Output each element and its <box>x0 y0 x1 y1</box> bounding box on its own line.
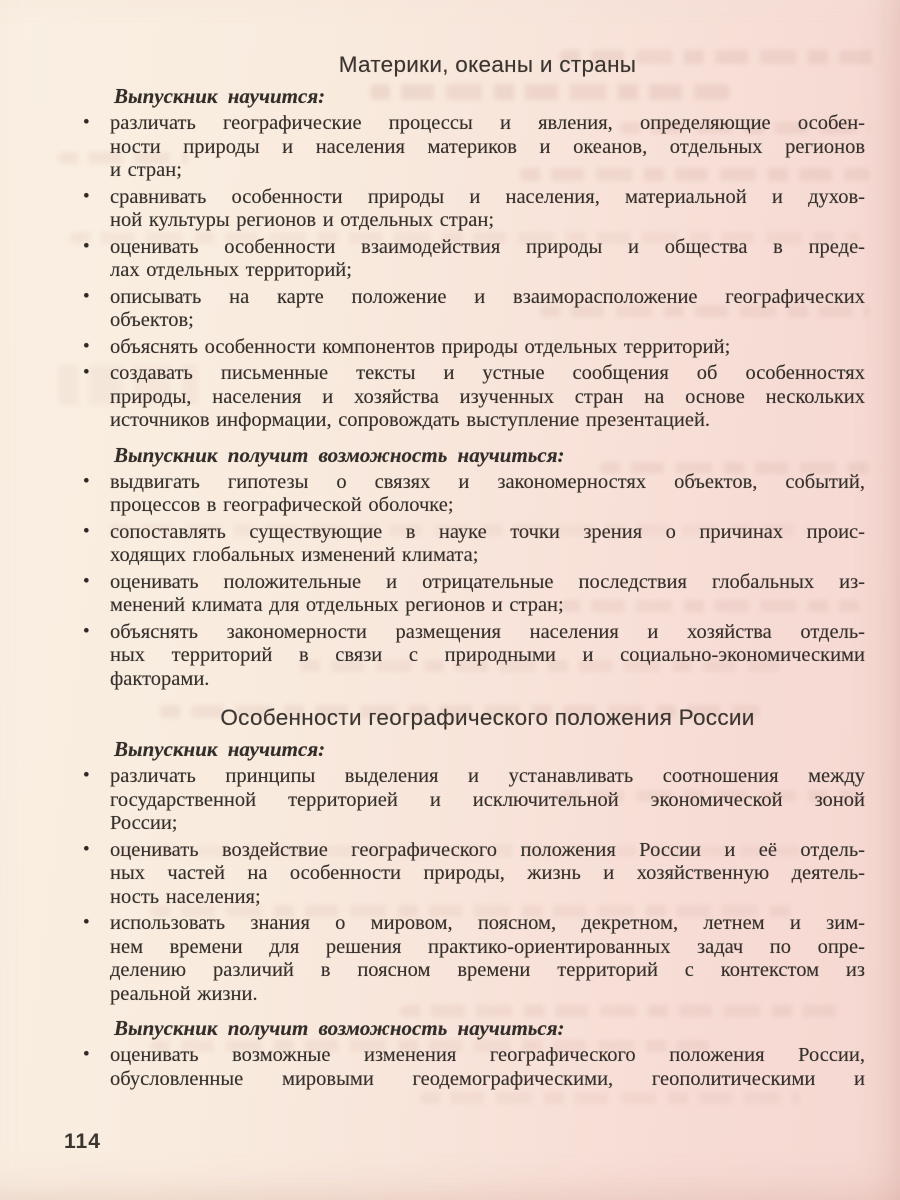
text-line: ность населения; <box>110 885 261 908</box>
bullet-marker-icon: • <box>83 470 90 492</box>
text-line: ходящих глобальных изменений климата; <box>110 544 479 566</box>
text-line: государственной территорией и исключительной экономической зоной <box>110 788 865 811</box>
group-heading: Выпускник получит возможность научиться: <box>114 442 565 467</box>
list-item <box>83 235 865 283</box>
bullet-marker-icon: • <box>83 765 90 786</box>
list-item-text <box>110 839 865 910</box>
list-item-text <box>110 286 865 333</box>
text-line: природы, населения и хозяйства изученных стран на основе нескольких <box>110 385 865 408</box>
text-line: различать географические процессы и явления, определяющие особен- <box>110 112 865 134</box>
text-line: оценивать воздействие географического положения России и её отдель- <box>110 838 865 861</box>
text-line: ных частей на особенности природы, жизнь и хозяйственную деятель- <box>110 862 865 884</box>
standard-section <box>83 52 865 691</box>
list-item-text <box>110 236 865 283</box>
list-item-text <box>110 112 865 183</box>
text-line: менений климата для отдельных регионов и стран; <box>110 594 564 616</box>
text-line: факторами. <box>110 667 210 690</box>
section-title: Материки, океаны и страны <box>338 52 637 77</box>
list-item-text <box>110 571 865 618</box>
group-heading: Выпускник научится: <box>114 84 326 108</box>
text-line: источников информации, сопровождать выступление презентацией. <box>110 409 711 431</box>
list-item <box>83 1044 865 1091</box>
text-line: сопоставлять существующие в науке точки зрения о причинах проис- <box>110 520 865 543</box>
list-item <box>83 285 865 333</box>
text-line: сравнивать особенности природы и населения, материальной и духов- <box>110 185 865 208</box>
text-line: различать принципы выделения и устанавливать соотношения между <box>110 765 865 787</box>
list-item <box>83 470 865 518</box>
list-item <box>83 185 865 233</box>
text-line: выдвигать гипотезы о связях и закономерностях объектов, событий, <box>110 470 865 493</box>
bullet-marker-icon: • <box>83 1044 90 1065</box>
section-title: Особенности географического положения России <box>220 705 755 730</box>
text-line: ной культуры регионов и отдельных стран; <box>110 209 495 231</box>
page-number: 114 <box>64 1130 101 1153</box>
bullet-marker-icon: • <box>83 285 90 307</box>
text-line: ных территорий в связи с природными и социально-экономическими <box>110 644 865 666</box>
list-item-text <box>110 1044 865 1091</box>
list-item <box>83 765 865 836</box>
bullet-marker-icon: • <box>83 912 90 933</box>
text-line: описывать на карте положение и взаиморасположение географических <box>110 285 865 308</box>
text-line: России; <box>110 812 178 834</box>
bullet-marker-icon: • <box>83 620 90 642</box>
text-line: обусловленные мировыми геодемографическими, геополитическими и <box>110 1067 865 1090</box>
list-item <box>83 112 865 183</box>
list-item-text <box>110 362 865 433</box>
bullet-marker-icon: • <box>83 235 90 257</box>
list-item <box>83 335 865 360</box>
list-item <box>83 520 865 568</box>
text-line: ности природы и населения материков и океанов, отдельных регионов <box>110 135 865 158</box>
text-line: объяснять особенности компонентов природы отдельных территорий; <box>110 335 731 358</box>
text-line: делению различий в поясном времени территорий с контекстом из <box>110 959 865 981</box>
list-item <box>83 620 865 692</box>
bullet-marker-icon: • <box>83 838 90 860</box>
text-line: объяснять закономерности размещения населения и хозяйства отдель- <box>110 620 865 643</box>
bullet-marker-icon: • <box>83 335 90 357</box>
bullet-marker-icon: • <box>83 185 90 207</box>
list-item-text <box>110 912 865 1006</box>
text-line: оценивать положительные и отрицательные последствия глобальных из- <box>110 570 865 593</box>
sections-container <box>83 52 865 1091</box>
list-item-text <box>110 621 865 692</box>
bullet-marker-icon: • <box>83 520 90 542</box>
bullet-marker-icon: • <box>83 570 90 592</box>
text-line: нем времени для решения практико-ориентированных задач по опре- <box>110 935 865 958</box>
text-line: процессов в географической оболочке; <box>110 494 454 516</box>
list-item <box>83 570 865 618</box>
list-item-text <box>110 765 865 836</box>
list-item <box>83 362 865 433</box>
list-item-text <box>110 471 865 518</box>
list-item-text <box>110 186 865 233</box>
group-heading: Выпускник получит возможность научиться: <box>114 1016 565 1040</box>
group-heading: Выпускник научится: <box>114 737 326 761</box>
text-line: использовать знания о мировом, поясном, декретном, летнем и зим- <box>110 912 865 934</box>
standard-section <box>83 705 865 1091</box>
bullet-marker-icon: • <box>83 112 90 133</box>
text-line: лах отдельных территорий; <box>110 259 352 281</box>
text-line: оценивать возможные изменения географического положения России, <box>110 1044 865 1066</box>
text-line: создавать письменные тексты и устные сообщения об особенностях <box>110 362 865 384</box>
bullet-marker-icon: • <box>83 362 90 383</box>
text-line: объектов; <box>110 309 194 331</box>
list-item-text <box>110 521 865 568</box>
list-item <box>83 912 865 1006</box>
text-line: оценивать особенности взаимодействия природы и общества в преде- <box>110 235 865 258</box>
list-item <box>83 838 865 910</box>
list-item-text <box>110 336 865 360</box>
text-line: и стран; <box>110 159 182 181</box>
text-line: реальной жизни. <box>110 982 258 1005</box>
